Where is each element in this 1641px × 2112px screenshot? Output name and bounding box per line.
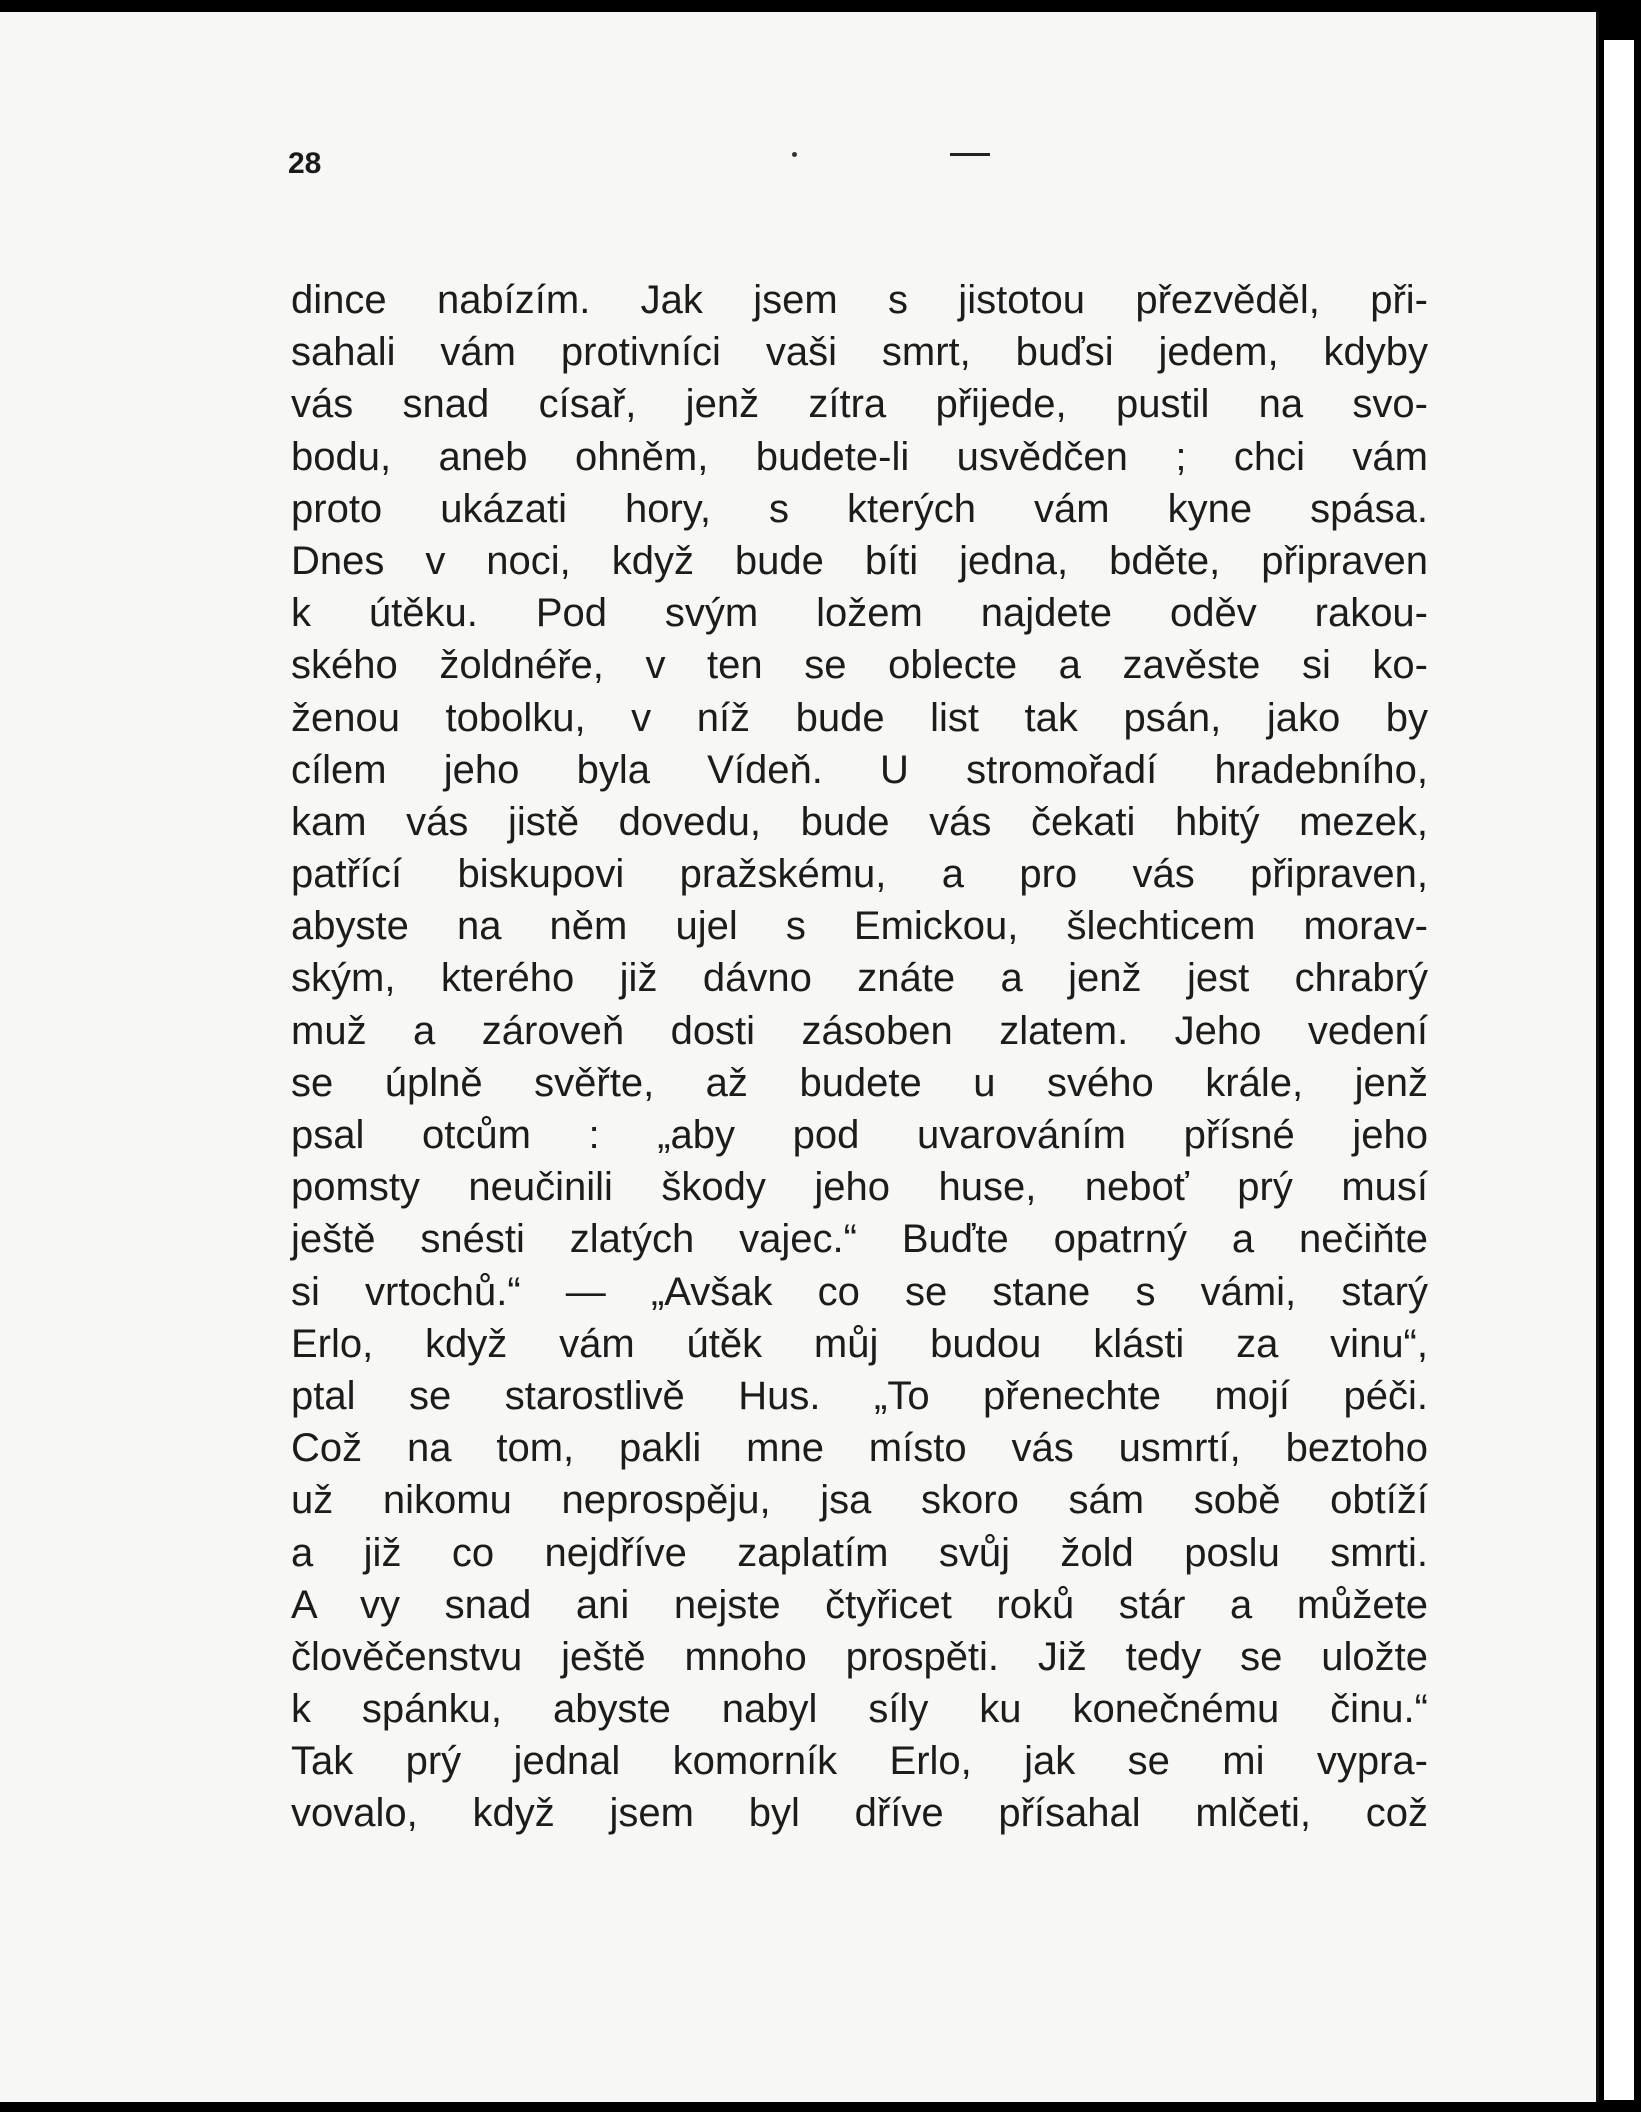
text-line: kam vás jistě dovedu, bude vás čekati hbitý mezek, xyxy=(291,799,1428,844)
book-page xyxy=(0,12,1599,2102)
text-line: ptal se starostlivě Hus. „To přenechte mojí péči. xyxy=(291,1373,1428,1418)
text-line: Erlo, když vám útěk můj budou klásti za vinu“, xyxy=(291,1321,1428,1366)
text-line: ještě snésti zlatých vajec.“ Buďte opatrný a nečiňte xyxy=(291,1217,1428,1262)
text-line: Dnes v noci, když bude bíti jedna, bděte, připraven xyxy=(291,538,1428,583)
text-line: proto ukázati hory, s kterých vám kyne spása. xyxy=(291,486,1428,531)
text-line: patřící biskupovi pražskému, a pro vás připraven, xyxy=(291,852,1428,897)
header-dot xyxy=(792,152,797,157)
text-line: vovalo, když jsem byl dříve přísahal mlčeti, což xyxy=(291,1791,1428,1836)
text-line: už nikomu neprospěju, jsa skoro sám sobě obtíží xyxy=(291,1478,1428,1523)
page-number: 28 xyxy=(288,147,322,180)
text-line: vás snad císař, jenž zítra přijede, pustil na svo- xyxy=(291,382,1428,427)
text-line: Tak prý jednal komorník Erlo, jak se mi vypra- xyxy=(291,1739,1428,1784)
text-line: k útěku. Pod svým ložem najdete oděv rakou- xyxy=(291,591,1428,636)
text-line: Což na tom, pakli mne místo vás usmrtí, beztoho xyxy=(291,1426,1428,1471)
text-line: pomsty neučinili škody jeho huse, neboť prý musí xyxy=(291,1165,1428,1210)
text-line: ským, kterého již dávno znáte a jenž jest chrabrý xyxy=(291,956,1428,1001)
text-line: ženou tobolku, v níž bude list tak psán, jako by xyxy=(291,695,1428,740)
text-line: sahali vám protivníci vaši smrt, buďsi jedem, kdyby xyxy=(291,330,1428,375)
text-line: si vrtochů.“ — „Avšak co se stane s vámi, starý xyxy=(291,1269,1428,1314)
header-dash xyxy=(950,153,990,156)
text-line: k spánku, abyste nabyl síly ku konečnému činu.“ xyxy=(291,1687,1428,1732)
text-line: cílem jeho byla Vídeň. U stromořadí hradebního, xyxy=(291,747,1428,792)
scan-right-strip xyxy=(1604,40,1634,2100)
body-text xyxy=(291,274,1428,1840)
text-line: abyste na něm ujel s Emickou, šlechticem morav- xyxy=(291,904,1428,949)
text-line: dince nabízím. Jak jsem s jistotou přezvěděl, při- xyxy=(291,278,1428,322)
text-line: a již co nejdříve zaplatím svůj žold poslu smrti. xyxy=(291,1530,1428,1575)
text-line: ského žoldnéře, v ten se oblecte a zavěste si ko- xyxy=(291,643,1428,688)
text-line: člověčenstvu ještě mnoho prospěti. Již tedy se uložte xyxy=(291,1634,1428,1679)
text-line: psal otcům : „aby pod uvarováním přísné jeho xyxy=(291,1113,1428,1157)
text-line: muž a zároveň dosti zásoben zlatem. Jeho vedení xyxy=(291,1008,1428,1053)
text-line: A vy snad ani nejste čtyřicet roků stár a můžete xyxy=(291,1582,1428,1627)
text-line: bodu, aneb ohněm, budete-li usvědčen ; chci vám xyxy=(291,434,1428,479)
text-line: se úplně svěřte, až budete u svého krále, jenž xyxy=(291,1060,1428,1105)
